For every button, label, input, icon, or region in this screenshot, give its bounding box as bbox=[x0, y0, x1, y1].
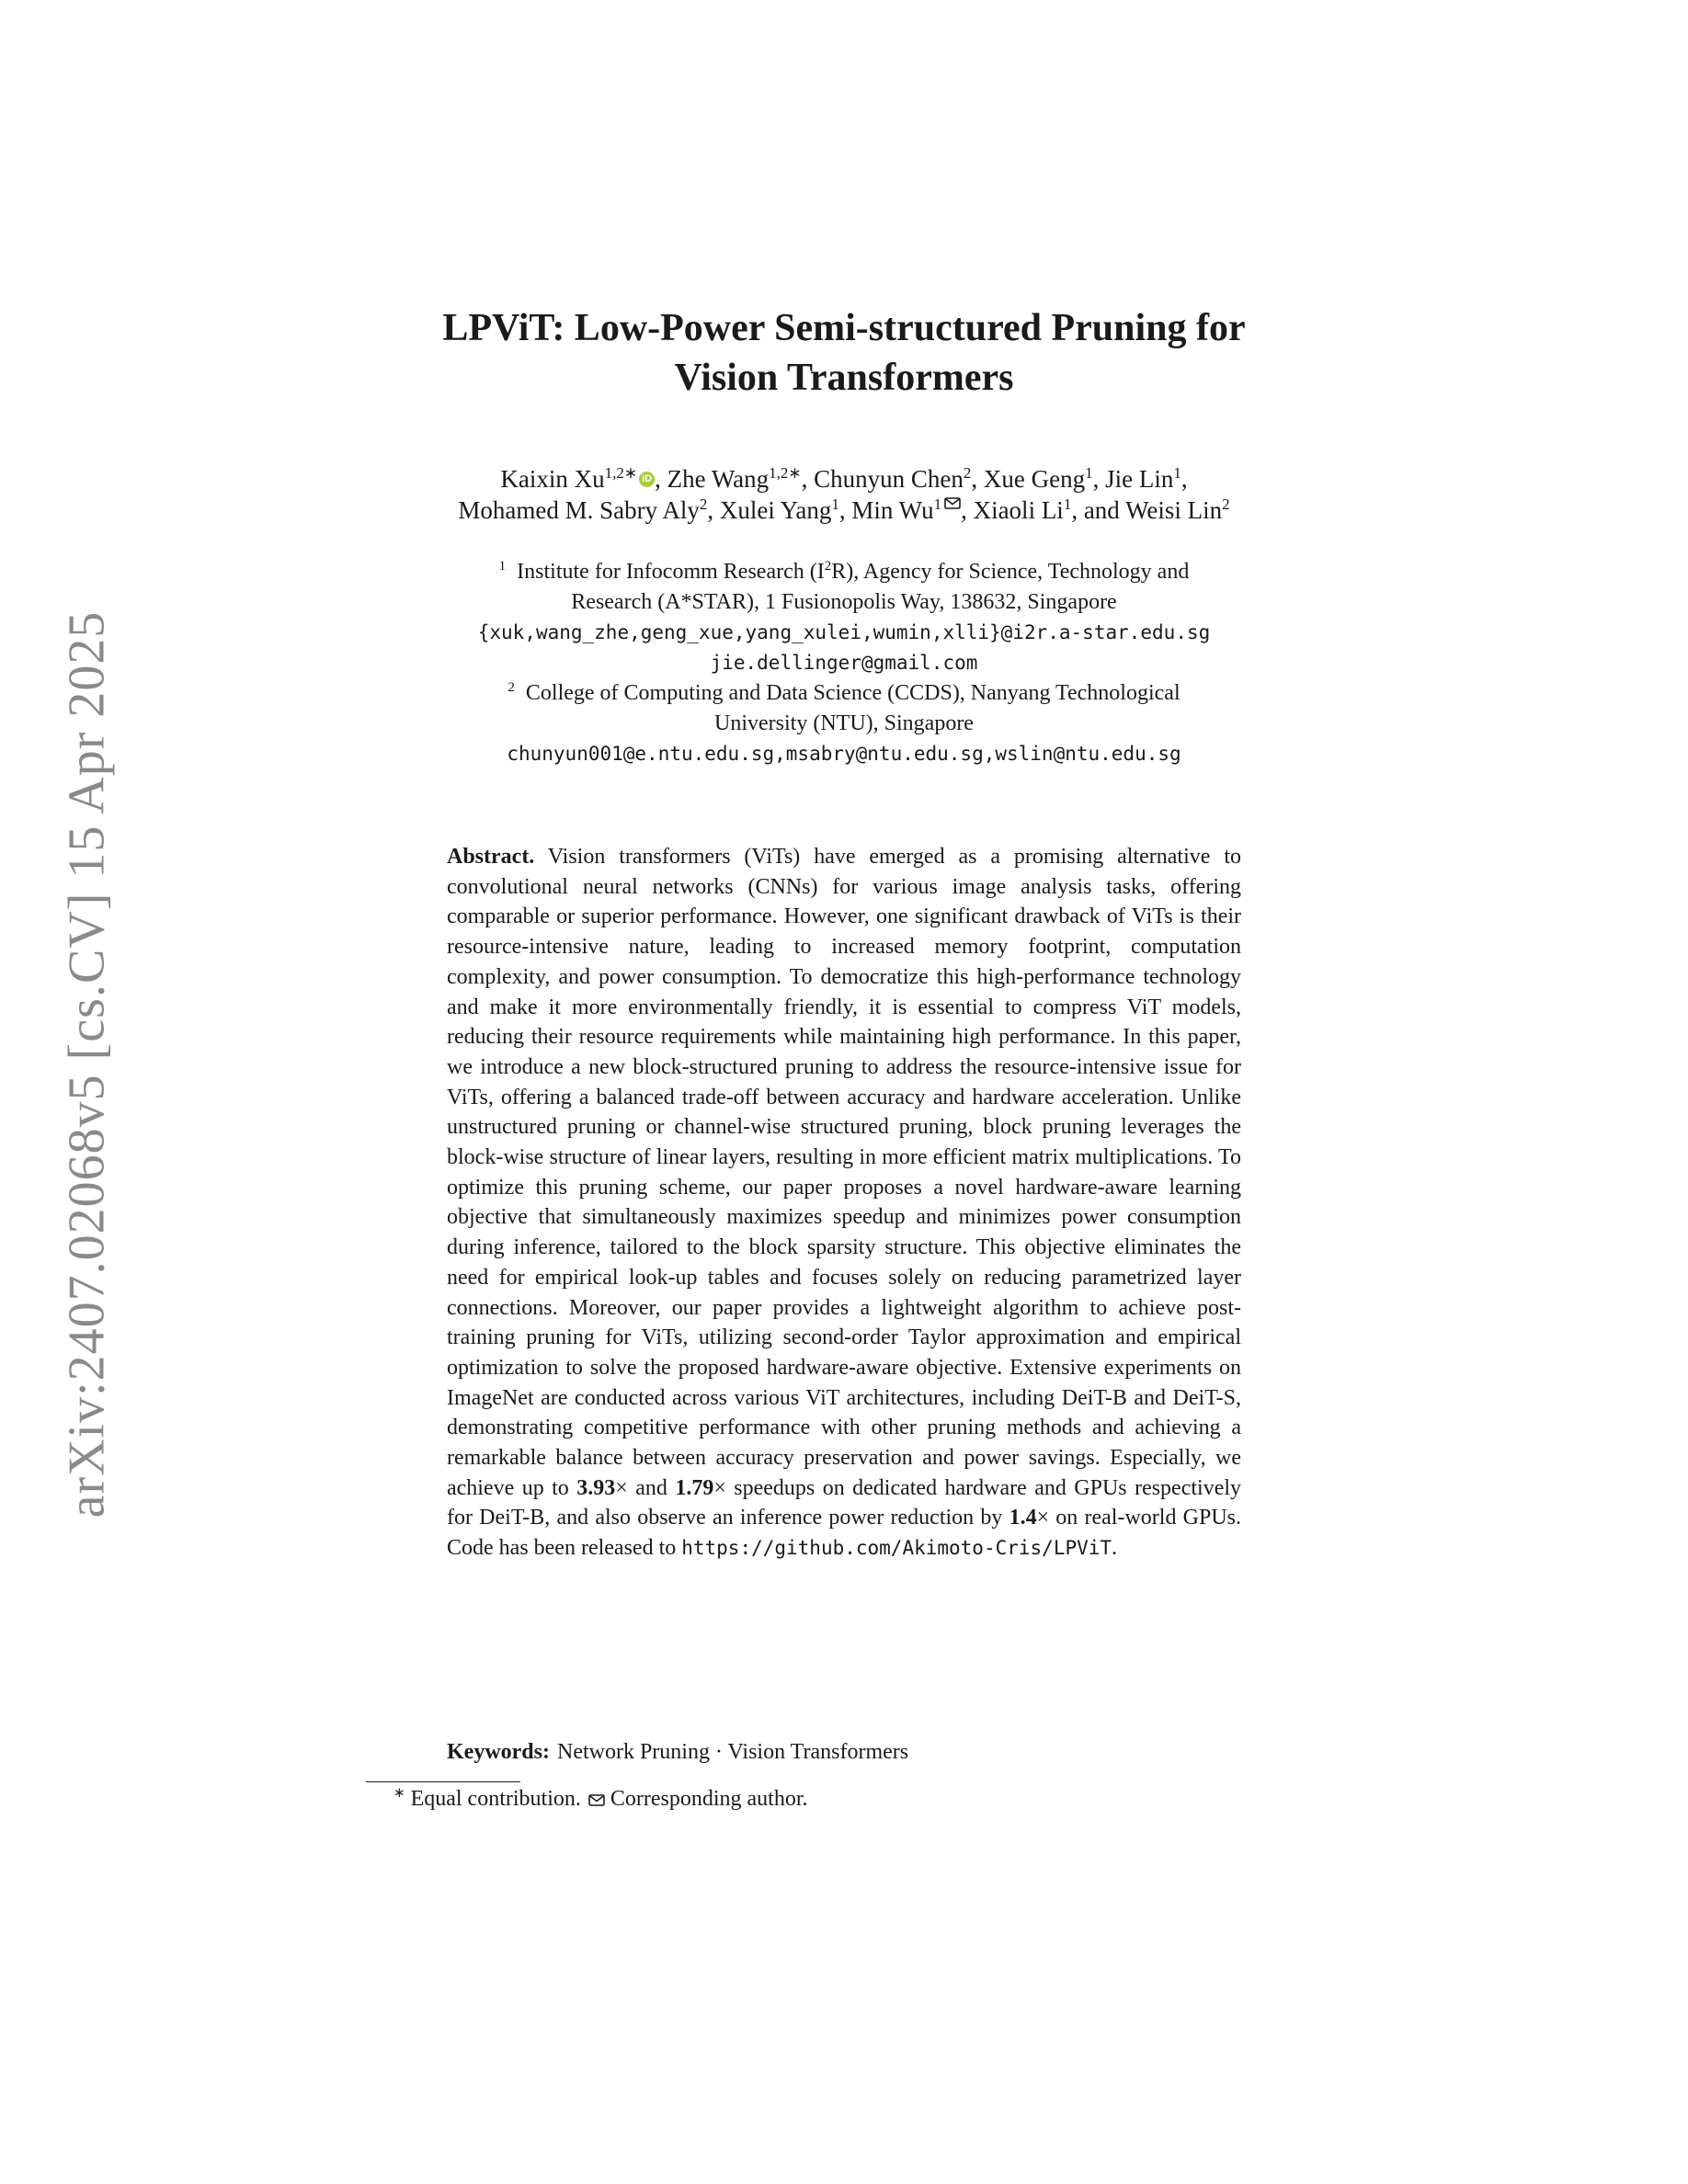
author: Jie Lin$^1$ bbox=[1105, 464, 1181, 493]
keywords-text: Network Pruning · Vision Transformers bbox=[556, 1740, 909, 1764]
footnote-marker: ∗ bbox=[393, 1786, 405, 1801]
author: Kaixin $Xu^{1,2∗}$ iD bbox=[500, 465, 655, 493]
affiliation-1-email-2[interactable]: jie.dellinger@gmail.com bbox=[710, 652, 978, 674]
author: Xue Geng$^1$ bbox=[983, 464, 1093, 493]
affiliation-1-line-2: Research (A*STAR), 1 Fusionopolis Way, 138632, Singapore bbox=[571, 590, 1117, 614]
author: Mohamed M. Sabry Aly$^2$ bbox=[458, 495, 708, 524]
title-line-2: Vision Transformers bbox=[674, 357, 1014, 399]
speedup-gpu: 1.79 bbox=[675, 1475, 714, 1500]
affiliation-1 bbox=[395, 552, 1293, 678]
abstract-label: Abstract. bbox=[447, 845, 535, 869]
author: Min Wu$^1$ bbox=[851, 496, 961, 524]
affiliation-2-line-1: $^2$ College of Computing and Data Science (CCDS), Nanyang Technological bbox=[508, 680, 1180, 705]
orcid-icon[interactable]: iD bbox=[639, 472, 655, 487]
author: Xiaoli Li$^1$ bbox=[973, 495, 1072, 524]
footnote-corresponding-author: Corresponding author. bbox=[610, 1787, 808, 1811]
author: Weisi Lin$^2$ bbox=[1125, 495, 1230, 524]
title-line-1: LPViT: Low-Power Semi-structured Pruning for bbox=[442, 307, 1246, 349]
power-reduction: 1.4 bbox=[1009, 1506, 1037, 1530]
affiliation-2-line-2: University (NTU), Singapore bbox=[714, 711, 974, 735]
affiliation-2-email[interactable]: chunyun001@e.ntu.edu.sg,msabry@ntu.edu.sg,wslin@ntu.edu.sg bbox=[507, 743, 1181, 765]
footnote-equal-contribution: Equal contribution. bbox=[410, 1787, 581, 1811]
keywords bbox=[447, 1737, 1241, 1767]
mail-icon bbox=[588, 1794, 605, 1806]
affiliation-1-email[interactable]: {xuk,wang_zhe,geng_xue,yang_xulei,wumin,xlli}@i2r.a-star.edu.sg bbox=[477, 621, 1211, 643]
arxiv-identifier: arXiv:2407.02068v5 [cs.CV] 15 Apr 2025 bbox=[58, 610, 115, 1519]
author: Chunyun Chen$^2$ bbox=[814, 464, 972, 493]
abstract: Abstract. Vision transformers (ViTs) have emerged as a promising alternative to convolutional neural networks (CNNs) for various image analysis tasks, offering comparable or superior performance. However, one significant drawback of ViTs is their resource-intensive nature, leading to increased memory footprint, computation complexity, and power consumption. To democratize this high-performance technology and make it more environmentally friendly, it is essential to compress ViT models, reducing their resource requirements while maintaining high performance. In this paper, we introduce a new block-structured pruning to address the resource-intensive issue for ViTs, offering a balanced trade-off between accuracy and hardware acceleration. Unlike unstructured pruning or channel-wise structured pruning, block pruning leverages the block-wise structure of linear layers, resulting in more efficient matrix multiplications. To optimize this pruning scheme, our paper proposes a novel hardware-aware learning objective that simultaneously maximizes speedup and minimizes power consumption during inference, tailored to the block sparsity structure. This objective eliminates the need for empirical look-up tables and focuses solely on reducing parametrized layer connections. Moreover, our paper provides a lightweight algorithm to achieve post-training pruning for ViTs, utilizing second-order Taylor approximation and empirical optimization to solve the proposed hardware-aware objective. Extensive experiments on ImageNet are conducted across various ViT architectures, including DeiT-B and DeiT-S, demonstrating competitive performance with other pruning methods and achieving a remarkable balance between accuracy preservation and power savings. Especially, we achieve up to 3.93× and 1.79× speedups on dedicated hardware and GPUs respectively for DeiT-B, and also observe an inference power reduction by 1.4× on real-world GPUs. Code has been released to https://github.com/Akimoto-Cris/LPViT. bbox=[447, 845, 1242, 1561]
author-list: Kaixin $Xu^{1,2∗}$ iD , Zhe Wang$^{1,2∗}$, Chunyun Chen$^2$, Xue Geng$^1$, Jie Lin$^1$, Mohamed M. Sabry Aly$^2$, Xulei Yang$^1$, Min Wu$^1$ , Xiaoli Li$^1$, and Weisi Lin$^2$ bbox=[458, 464, 1230, 524]
speedup-dedicated-hw: 3.93 bbox=[576, 1475, 616, 1500]
footnote bbox=[393, 1778, 1221, 1814]
paper-title bbox=[349, 303, 1339, 403]
affiliation-2 bbox=[395, 673, 1293, 769]
mail-icon bbox=[944, 497, 961, 509]
author: Zhe Wang$^{1,2∗}$ bbox=[667, 464, 802, 493]
keywords-label: Keywords: bbox=[447, 1740, 550, 1764]
code-url-link[interactable]: https://github.com/Akimoto-Cris/LPViT bbox=[681, 1537, 1112, 1560]
abstract-text: Vision transformers (ViTs) have emerged as a promising alternative to convolutional neural networks (CNNs) for various image analysis tasks, offering comparable or superior performance. However, one significant drawback of ViTs is their resource-intensive nature, leading to increased memory footprint, computation complexity, and power consumption. To democratize this high-performance technology and make it more environmentally friendly, it is essential to compress ViT models, reducing their resource requirements while maintaining high performance. In this paper, we introduce a new block-structured pruning to address the resource-intensive issue for ViTs, offering a balanced trade-off between accuracy and hardware acceleration. Unlike unstructured pruning or channel-wise structured pruning, block pruning leverages the block-wise structure of linear layers, resulting in more efficient matrix multiplications. To optimize this pruning scheme, our paper proposes a novel hardware-aware learning objective that simultaneously maximizes speedup and minimizes power consumption during inference, tailored to the block sparsity structure. This objective eliminates the need for empirical look-up tables and focuses solely on reducing parametrized layer connections. Moreover, our paper provides a lightweight algorithm to achieve post-training pruning for ViTs, utilizing second-order Taylor approximation and empirical optimization to solve the proposed hardware-aware objective. Extensive experiments on ImageNet are conducted across various ViT architectures, including DeiT-B and DeiT-S, demonstrating competitive performance with other pruning methods and achieving a remarkable balance between accuracy preservation and power savings. Especially, we achieve up to bbox=[447, 845, 1241, 1500]
affiliation-1-line-1: $^1$ Institute for Infocomm Research $(I^2R)$, Agency for Science, Technology and bbox=[498, 559, 1190, 584]
arxiv-sidebar-stamp bbox=[57, 581, 116, 1548]
author: Xulei Yang$^1$ bbox=[719, 495, 839, 524]
